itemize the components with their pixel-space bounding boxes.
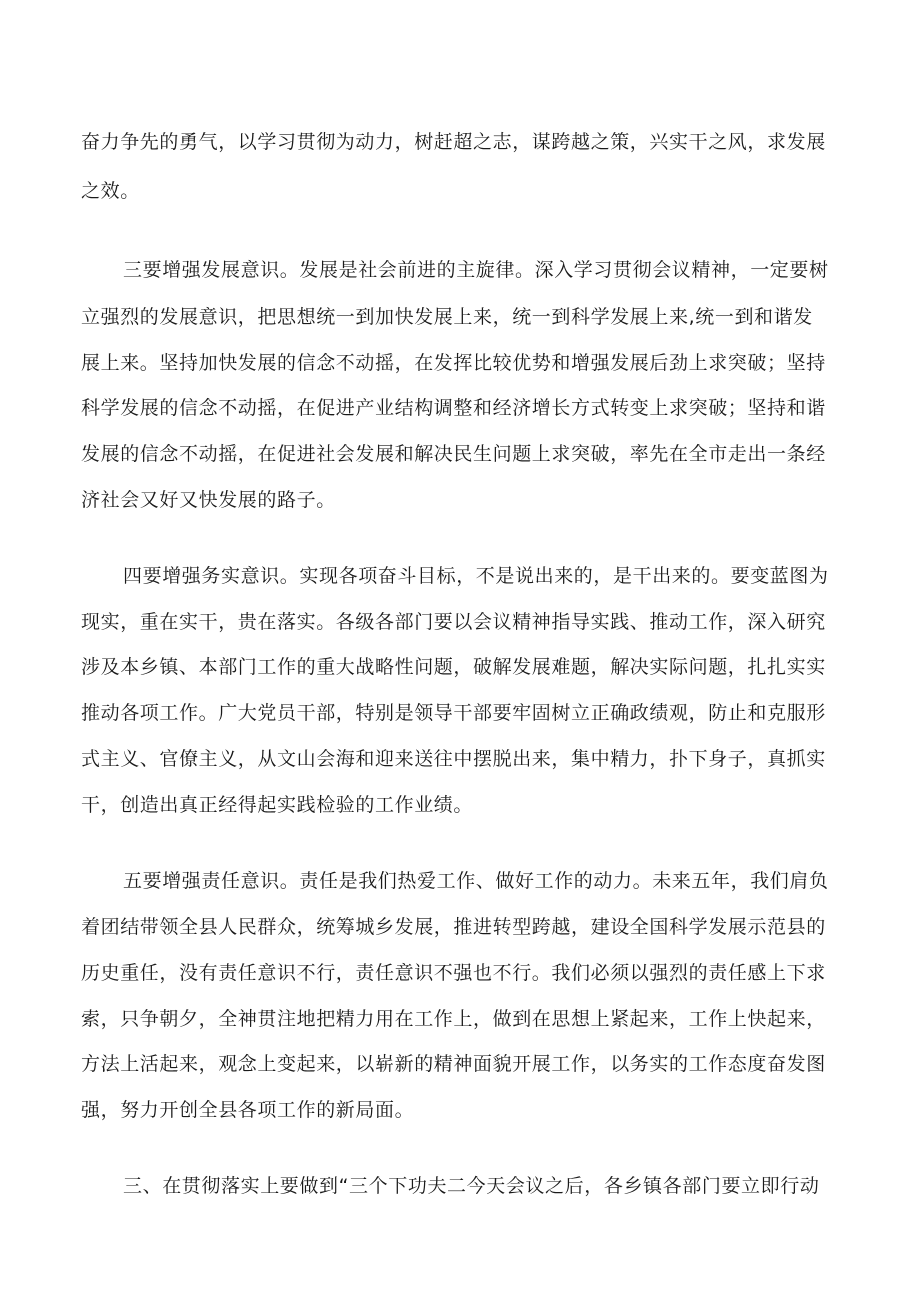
paragraph-line: 推动各项工作。广大党员干部，特别是领导干部要牢固树立正确政绩观，防止和克服形 [81, 702, 826, 724]
paragraph-line: 三要增强发展意识。发展是社会前进的主旋律。深入学习贯彻会议精神，一定要树 [123, 259, 829, 281]
paragraph-line: 展上来。坚持加快发展的信念不动摇，在发挥比较优势和增强发展后劲上求突破；坚持 [81, 352, 826, 374]
paragraph-line: 涉及本乡镇、本部门工作的重大战略性问题，破解发展难题，解决实际问题，扎扎实实 [81, 656, 826, 678]
paragraph-line: 着团结带领全县人民群众，统筹城乡发展，推进转型跨越，建设全国科学发展示范县的 [81, 916, 826, 938]
paragraph-line: 方法上活起来，观念上变起来，以崭新的精神面貌开展工作，以务实的工作态度奋发图 [81, 1053, 826, 1075]
paragraph-line: 立强烈的发展意识，把思想统一到加快发展上来，统一到科学发展上来,统一到和谐发 [81, 306, 813, 328]
paragraph-line: 历史重任，没有责任意识不行，责任意识不强也不行。我们必须以强烈的责任感上下求 [81, 962, 826, 984]
paragraph-line: 三、在贯彻落实上要做到“三个下功夫二今天会议之后，各乡镇各部门要立即行动 [123, 1175, 820, 1197]
paragraph-line: 四要增强务实意识。实现各项奋斗目标，不是说出来的，是干出来的。要变蓝图为 [123, 565, 829, 587]
paragraph-line: 科学发展的信念不动摇，在促进产业结构调整和经济增长方式转变上求突破；坚持和谐 [81, 397, 826, 419]
paragraph-line: 奋力争先的勇气，以学习贯彻为动力，树赶超之志，谋跨越之策，兴实干之风，求发展 [81, 131, 826, 153]
paragraph-line: 发展的信念不动摇，在促进社会发展和解决民生问题上求突破，率先在全市走出一条经 [81, 443, 826, 465]
paragraph-line: 现实，重在实干，贵在落实。各级各部门要以会议精神指导实践、推动工作，深入研究 [81, 611, 826, 633]
paragraph-line: 式主义、官僚主义，从文山会海和迎来送往中摆脱出来，集中精力，扑下身子，真抓实 [81, 748, 826, 770]
paragraph-line: 之效。 [81, 180, 140, 202]
paragraph-line: 济社会又好又快发展的路子。 [81, 489, 336, 511]
paragraph-line: 干，创造出真正经得起实践检验的工作业绩。 [81, 794, 474, 816]
paragraph-line: 五要增强责任意识。责任是我们热爱工作、做好工作的动力。未来五年，我们肩负 [123, 870, 829, 892]
paragraph-line: 强，努力开创全县各项工作的新局面。 [81, 1099, 415, 1121]
paragraph-line: 索，只争朝夕，全神贯注地把精力用在工作上，做到在思想上紧起来，工作上快起来， [81, 1008, 826, 1030]
